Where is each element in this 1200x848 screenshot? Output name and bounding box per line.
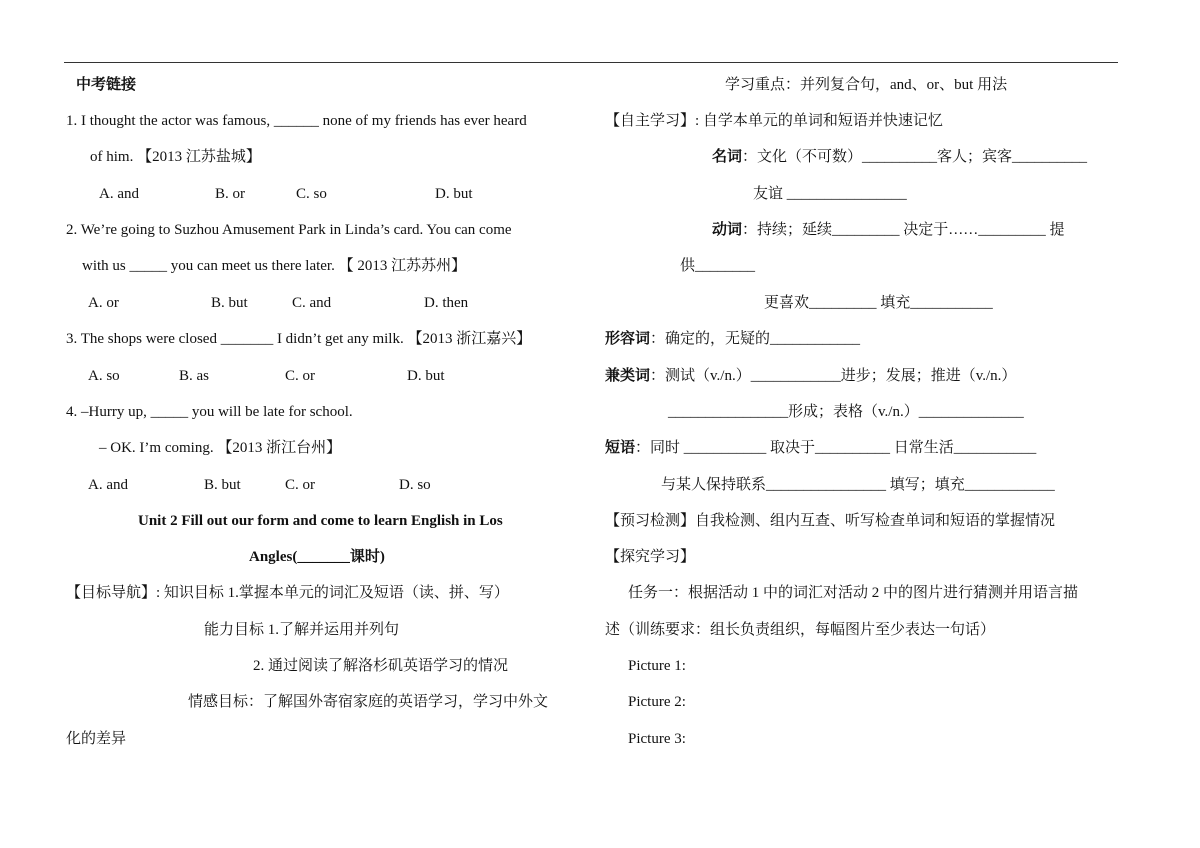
phrase-row bbox=[605, 438, 1036, 458]
question-2-text-cont: with us _____ you can meet us there later. 【 2013 江苏苏州】 bbox=[82, 258, 467, 274]
noun-row bbox=[712, 147, 1087, 167]
multi-class-row-cont: ________________形成；表格（v./n.）______________ bbox=[668, 404, 1024, 420]
ability-goal-2: 2. 通过阅读了解洛杉矶英语学习的情况 bbox=[253, 658, 509, 674]
unit-title: Unit 2 Fill out our form and come to learn English in Los bbox=[138, 513, 503, 529]
question-1-text-cont: of him. 【2013 江苏盐城】 bbox=[90, 149, 261, 165]
question-4-option-b: B. but bbox=[204, 477, 241, 493]
verb-label: 动词 bbox=[712, 222, 743, 238]
picture-2-label: Picture 2: bbox=[628, 694, 686, 710]
phrase-label: 短语 bbox=[605, 440, 636, 456]
section-heading: 中考链接 bbox=[76, 77, 137, 93]
verb-row bbox=[712, 220, 1065, 240]
picture-3-label: Picture 3: bbox=[628, 731, 686, 747]
noun-label: 名词 bbox=[712, 149, 743, 165]
question-2-option-b: B. but bbox=[211, 295, 248, 311]
question-1-option-a: A. and bbox=[99, 186, 139, 202]
question-3-option-d: D. but bbox=[407, 368, 445, 384]
multi-class-items: ：测试（v./n.）____________进步；发展；推进（v./n.） bbox=[650, 368, 1017, 384]
adjective-label: 形容词 bbox=[605, 331, 651, 347]
question-2-option-d: D. then bbox=[424, 295, 469, 311]
question-1-option-c: C. so bbox=[296, 186, 327, 202]
question-2-option-c: C. and bbox=[292, 295, 332, 311]
task-one-cont: 述（训练要求：组长负责组织，每幅图片至少表达一句话） bbox=[605, 622, 996, 638]
phrase-row-cont: 与某人保持联系________________ 填写；填充____________ bbox=[661, 477, 1055, 493]
phrase-items: ：同时 ___________ 取决于__________ 日常生活___________ bbox=[635, 440, 1037, 456]
question-4-option-a: A. and bbox=[88, 477, 128, 493]
question-2-text: 2. We’re going to Suzhou Amusement Park in Linda’s card. You can come bbox=[66, 222, 512, 238]
self-study-heading: 【自主学习】: 自学本单元的单词和短语并快速记忆 bbox=[605, 113, 943, 129]
question-4-option-c: C. or bbox=[285, 477, 315, 493]
question-4-option-d: D. so bbox=[399, 477, 431, 493]
question-1-text: 1. I thought the actor was famous, ______ none of my friends has ever heard bbox=[66, 113, 527, 129]
explore-heading: 【探究学习】 bbox=[605, 549, 696, 565]
picture-1-label: Picture 1: bbox=[628, 658, 686, 674]
question-3-option-b: B. as bbox=[179, 368, 209, 384]
emotion-goal: 情感目标：了解国外寄宿家庭的英语学习，学习中外文 bbox=[188, 694, 549, 710]
question-1-option-d: D. but bbox=[435, 186, 473, 202]
emotion-goal-cont: 化的差异 bbox=[66, 731, 127, 747]
task-one: 任务一：根据活动 1 中的词汇对活动 2 中的图片进行猜测并用语言描 bbox=[628, 585, 1079, 601]
ability-goal: 能力目标 1.了解并运用并列句 bbox=[204, 622, 400, 638]
learning-focus: 学习重点：并列复合句，and、or、but 用法 bbox=[725, 77, 1008, 93]
noun-row-cont: 友谊 ________________ bbox=[753, 186, 907, 202]
question-4-text-cont: – OK. I’m coming. 【2013 浙江台州】 bbox=[99, 440, 342, 456]
verb-items: ：持续；延续_________ 决定于……_________ 提 bbox=[742, 222, 1065, 238]
goal-navigation: 【目标导航】: 知识目标 1.掌握本单元的词汇及短语（读、拼、写） bbox=[66, 585, 509, 601]
top-rule bbox=[64, 62, 1118, 63]
question-2-option-a: A. or bbox=[88, 295, 119, 311]
preview-check: 【预习检测】自我检测、组内互查、听写检查单词和短语的掌握情况 bbox=[605, 513, 1056, 529]
question-3-text: 3. The shops were closed _______ I didn’t get any milk. 【2013 浙江嘉兴】 bbox=[66, 331, 532, 347]
verb-row-cont: 供________ bbox=[680, 258, 756, 274]
adjective-items: ：确定的，无疑的____________ bbox=[650, 331, 861, 347]
verb-row-cont-2: 更喜欢_________ 填充___________ bbox=[764, 295, 993, 311]
multi-class-row bbox=[605, 366, 1016, 386]
noun-items: ：文化（不可数）__________客人；宾客__________ bbox=[742, 149, 1088, 165]
question-1-option-b: B. or bbox=[215, 186, 245, 202]
unit-title-cont: Angles(_______课时) bbox=[249, 549, 385, 565]
adjective-row bbox=[605, 329, 860, 349]
question-4-text: 4. –Hurry up, _____ you will be late for school. bbox=[66, 404, 353, 420]
multi-class-label: 兼类词 bbox=[605, 368, 651, 384]
question-3-option-a: A. so bbox=[88, 368, 120, 384]
question-3-option-c: C. or bbox=[285, 368, 315, 384]
